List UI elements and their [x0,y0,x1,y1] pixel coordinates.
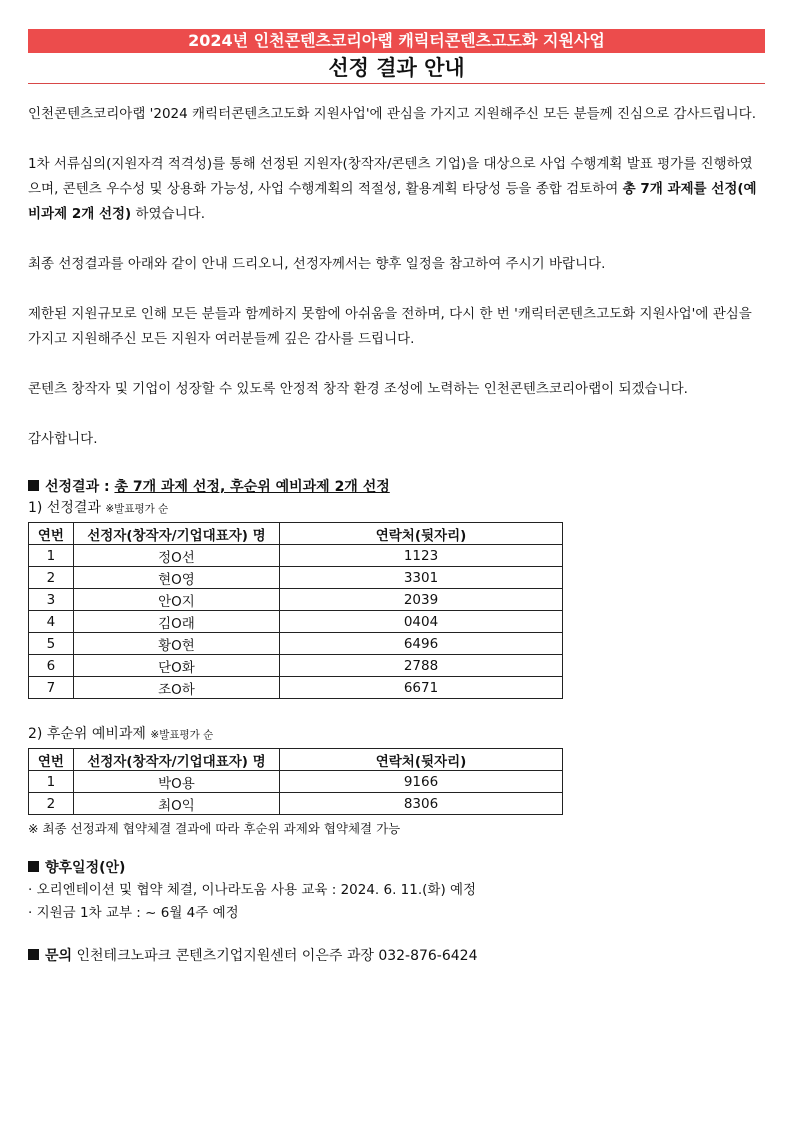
cell-no: 4 [29,611,74,633]
cell-no: 7 [29,677,74,699]
cell-name: 황O현 [73,633,279,655]
cell-contact: 9166 [280,771,563,793]
table-row [29,793,563,815]
table2-caption [28,724,765,745]
table-row [29,633,563,655]
table-row [29,567,563,589]
cell-no: 5 [29,633,74,655]
reserve-table [28,748,563,815]
schedule-heading [28,857,765,879]
square-bullet-icon [28,480,39,491]
cell-no: 2 [29,567,74,589]
table-header-row [29,749,563,771]
cell-no: 3 [29,589,74,611]
cell-name: 현O영 [73,567,279,589]
intro-paragraph-3: 최종 선정결과를 아래와 같이 안내 드리오니, 선정자께서는 향후 일정을 참고하여 주시기 바랍니다. [28,256,606,272]
result-summary: 총 7개 과제 선정, 후순위 예비과제 2개 선정 [114,479,390,495]
table-row [29,771,563,793]
table1-caption [28,498,765,519]
intro-paragraph-2 [28,152,765,227]
col-header-name: 선정자(창작자/기업대표자) 명 [73,749,279,771]
closing-thanks: 감사합니다. [28,431,98,447]
cell-name: 단O화 [73,655,279,677]
cell-contact: 6671 [280,677,563,699]
table1-note: ※발표평가 순 [105,503,169,515]
p2-bold: 총 7개 과제를 선정(예비과제 2개 선정) [28,181,757,222]
table2-title: 2) 후순위 예비과제 [28,726,146,742]
cell-no: 1 [29,545,74,567]
table-row [29,677,563,699]
intro-paragraph-1: 인천콘텐츠코리아랩 '2024 캐릭터콘텐츠고도화 지원사업'에 관심을 가지고 지원해주신 모든 분들께 진심으로 감사드립니다. [28,106,756,122]
intro-paragraph-4: 제한된 지원규모로 인해 모든 분들과 함께하지 못함에 아쉬움을 전하며, 다시 한 번 '캐릭터콘텐츠고도화 지원사업'에 관심을 가지고 지원해주신 모든 지원자 여러분들께 깊은 감사를 드립니다. [28,306,752,347]
col-header-no: 연번 [29,749,74,771]
table-row [29,589,563,611]
result-heading [28,476,765,498]
title-divider [28,83,765,84]
cell-contact: 2039 [280,589,563,611]
col-header-contact: 연락처(뒷자리) [280,749,563,771]
reserve-table-body [29,771,563,815]
cell-contact: 2788 [280,655,563,677]
square-bullet-icon [28,861,39,872]
col-header-name: 선정자(창작자/기업대표자) 명 [73,523,279,545]
cell-contact: 1123 [280,545,563,567]
intro-paragraph-5: 콘텐츠 창작자 및 기업이 성장할 수 있도록 안정적 창작 환경 조성에 노력하는 인천콘텐츠코리아랩이 되겠습니다. [28,381,688,397]
p2-pre: 1차 서류심의(지원자격 적격성)를 통해 선정된 지원자(창작자/콘텐츠 기업)을 대상으로 사업 수행계획 발표 평가를 진행하였으며, 콘텐츠 우수성 및 상용화 가능성, 사업 수행계획의 적절성, 활용계획 타당성 등을 종합 검토하여 [28,156,753,197]
cell-name: 최O익 [73,793,279,815]
contact-line [28,945,765,967]
page-subtitle: 선정 결과 안내 [328,56,465,80]
banner-title: 2024년 인천콘텐츠코리아랩 캐릭터콘텐츠고도화 지원사업 [28,29,765,53]
table-row [29,545,563,567]
schedule-item: · 오리엔테이션 및 협약 체결, 이나라도움 사용 교육 : 2024. 6. 11.(화) 예정 [28,882,477,898]
schedule-item: · 지원금 1차 교부 : ~ 6월 4주 예정 [28,905,239,921]
cell-contact: 6496 [280,633,563,655]
table-row [29,655,563,677]
cell-contact: 3301 [280,567,563,589]
table-header-row [29,523,563,545]
selected-table-body [29,545,563,699]
cell-name: 조O하 [73,677,279,699]
selected-table [28,522,563,699]
cell-no: 6 [29,655,74,677]
cell-name: 정O선 [73,545,279,567]
contact-label: 문의 [45,948,73,964]
cell-no: 1 [29,771,74,793]
cell-contact: 0404 [280,611,563,633]
result-label: 선정결과 : [45,479,115,495]
cell-contact: 8306 [280,793,563,815]
cell-name: 안O지 [73,589,279,611]
square-bullet-icon [28,949,39,960]
reserve-remark: ※ 최종 선정과제 협약체결 결과에 따라 후순위 과제와 협약체결 가능 [28,821,401,836]
notice-page [28,29,765,967]
table-row [29,611,563,633]
col-header-contact: 연락처(뒷자리) [280,523,563,545]
p2-post: 하였습니다. [131,206,206,222]
schedule-heading-text: 향후일정(안) [45,860,126,876]
cell-name: 김O래 [73,611,279,633]
cell-no: 2 [29,793,74,815]
contact-text: 인천테크노파크 콘텐츠기업지원센터 이은주 과장 032-876-6424 [72,948,478,964]
table2-note: ※발표평가 순 [150,729,214,741]
col-header-no: 연번 [29,523,74,545]
cell-name: 박O용 [73,771,279,793]
table1-title: 1) 선정결과 [28,500,101,516]
